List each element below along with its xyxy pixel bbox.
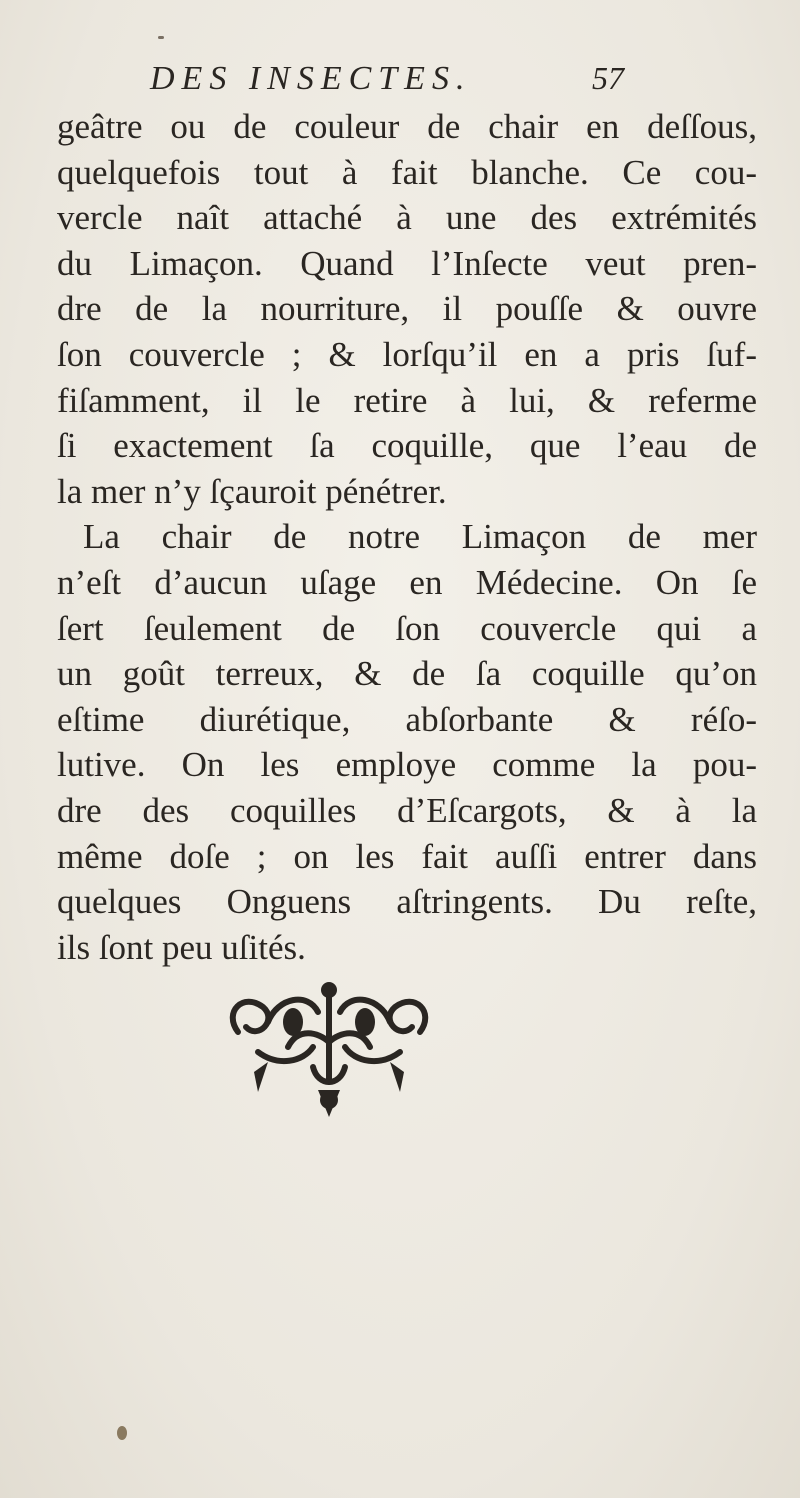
text-line: ſon couvercle ; & lorſqu’il en a pris ſuf- [57,334,757,374]
text-line: geâtre ou de couleur de chair en deſſous, [57,107,757,146]
text-line: fiſamment, il le retire à lui, & referme [57,380,757,420]
paper-speck [158,36,164,39]
text-line: quelquefois tout à fait blanche. Ce cou- [57,152,757,192]
tailpiece-ornament-icon [218,972,440,1120]
text-line: lutive. On les employe comme la pou- [57,745,757,785]
text-line: quelques Onguens aſtringents. Du reſte, [57,882,757,922]
body-text [57,104,757,970]
text-line: n’eſt d’aucun uſage en Médecine. On ſe [57,562,757,602]
text-line: un goût terreux, & de ſa coquille qu’on [57,654,757,694]
text-line: ſert ſeulement de ſon couvercle qui a [57,608,757,648]
text-line: même doſe ; on les fait auſſi entrer dans [57,836,757,876]
text-line: du Limaçon. Quand l’Inſecte veut pren- [57,243,757,283]
text-line: dre de la nourriture, il pouſſe & ouvre [57,289,757,329]
running-title: DES INSECTES. [150,60,472,97]
text-line: dre des coquilles d’Eſcargots, & à la [57,790,757,830]
text-line: ſi exactement ſa coquille, que l’eau de [57,426,757,466]
running-header [150,60,630,104]
page-number: 57 [592,60,624,96]
text-line: eſtime diurétique, abſorbante & réſo- [57,699,757,739]
text-line: vercle naît attaché à une des extrémités [57,198,757,238]
text-line: ils ſont peu uſités. [57,927,306,967]
paragraph-start-line: La chair de notre Limaçon de mer [83,517,757,557]
ink-speck [117,1426,127,1440]
text-line: la mer n’y ſçauroit pénétrer. [57,471,447,511]
